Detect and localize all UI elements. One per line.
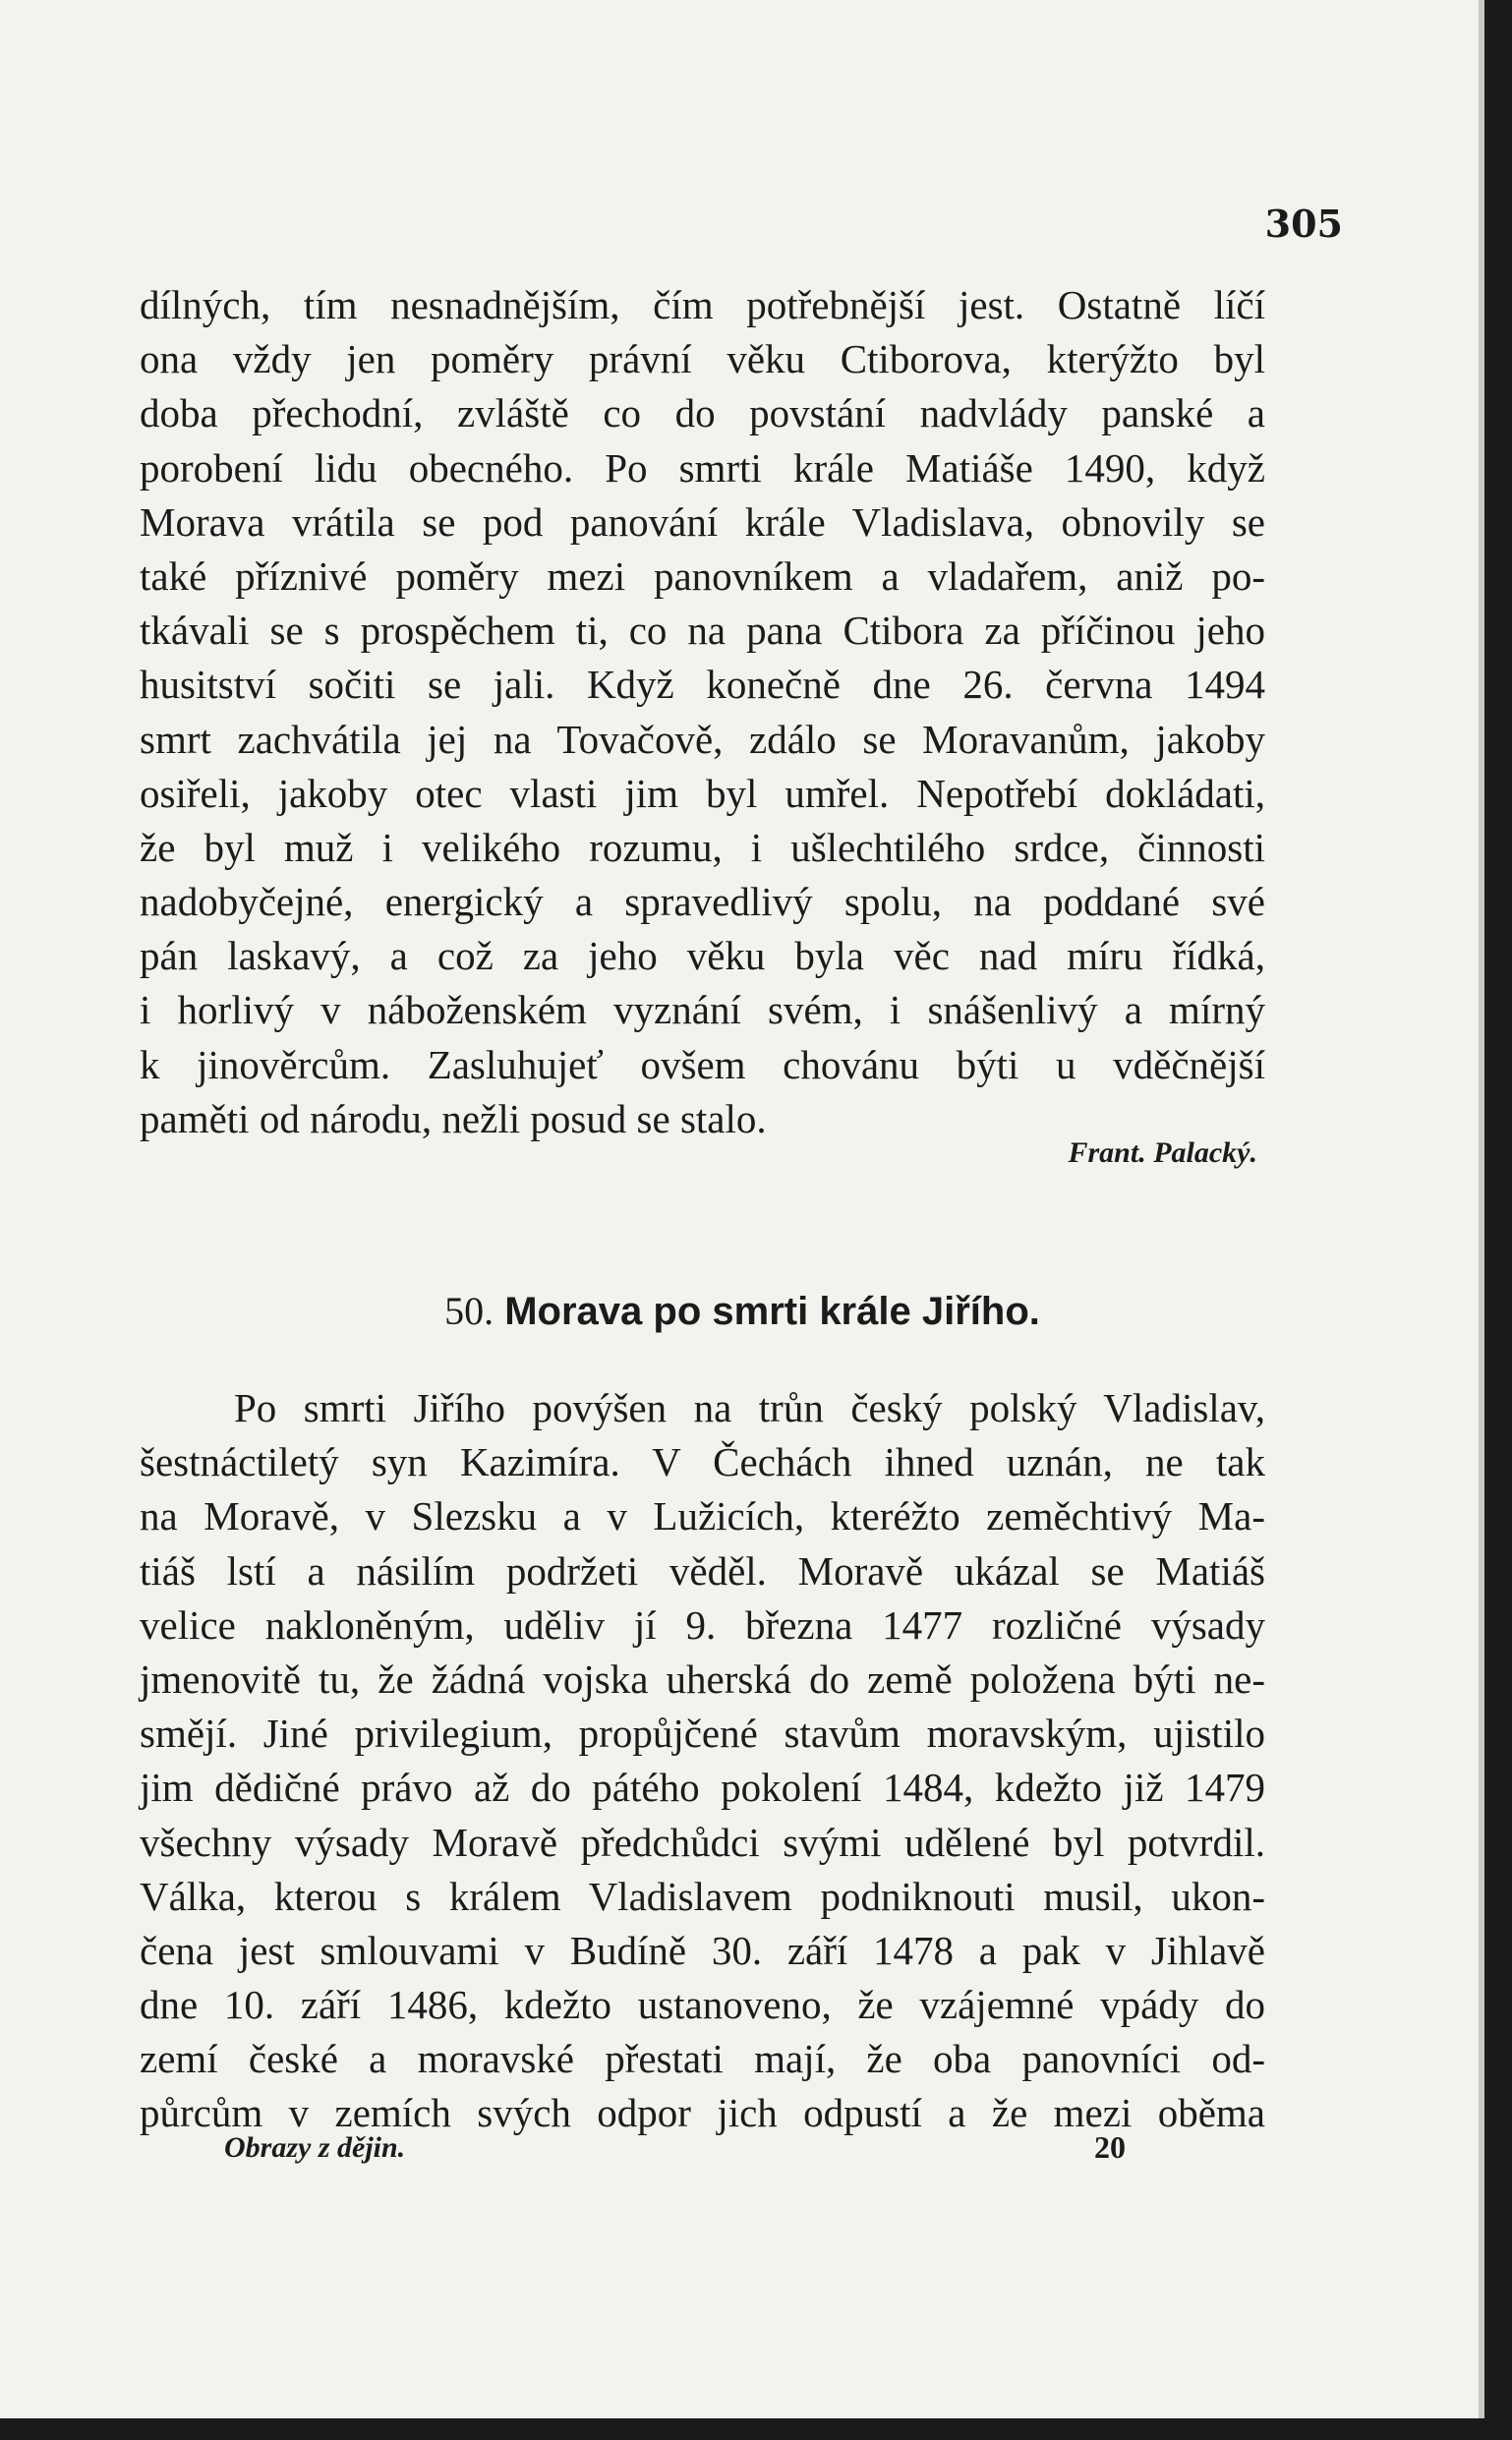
text-line: také příznivé poměry mezi panovníkem a vladařem, aniž po- [140,552,1265,599]
text-line: Válka, kterou s králem Vladislavem podniknouti musil, ukon- [140,1873,1265,1919]
text-line: porobení lidu obecného. Po smrti krále Matiáše 1490, když [140,444,1265,491]
text-line: jmenovitě tu, že žádná vojska uherská do země položena býti ne- [140,1656,1265,1702]
text-line: smrt zachvátila jej na Tovačově, zdálo se Moravanům, jakoby [140,716,1265,762]
text-line: i horlivý v náboženském vyznání svém, i snášenlivý a mírný [140,987,1265,1033]
section-number: 50. [444,1289,494,1333]
text-line: nadobyčejné, energický a spravedlivý spolu, na poddané své [140,879,1265,925]
text-line: půrcům v zemích svých odpor jich odpustí a že mezi oběma [140,2090,1265,2136]
section-title: Morava po smrti krále Jiřího. [504,1290,1040,1333]
text-line: zemí české a moravské přestati mají, že oba panovníci od- [140,2036,1265,2082]
text-line: husitství sočiti se jali. Když konečně dne 26. června 1494 [140,662,1265,708]
text-line: Po smrti Jiřího povýšen na trůn český polský Vladislav, [234,1385,1265,1430]
footer-signature-mark: 20 [1094,2129,1126,2165]
text-line: tiáš lstí a násilím podržeti věděl. Moravě ukázal se Matiáš [140,1547,1265,1594]
text-line: na Moravě, v Slezsku a v Lužicích, kteréžto zeměchtivý Ma- [140,1493,1265,1540]
text-line: smějí. Jiné privilegium, propůjčené stavům moravským, ujistilo [140,1711,1265,1757]
paragraph-2 [140,1381,1265,2141]
text-line: velice nakloněným, uděliv jí 9. března 1477 rozličné výsady [140,1601,1265,1648]
text-line: ona vždy jen poměry právní věku Ctiborova, kterýžto byl [140,336,1265,382]
page-number: 305 [1264,202,1343,246]
section-heading [0,1288,1484,1334]
text-line: že byl muž i velikého rozumu, i ušlechtilého srdce, činnosti [140,824,1265,870]
paragraph-1 [140,278,1265,1146]
text-line: jim dědičné právo až do pátého pokolení 1484, kdežto již 1479 [140,1765,1265,1811]
text-line: čena jest smlouvami v Budíně 30. září 1478 a pak v Jihlavě [140,1927,1265,1973]
text-line: dne 10. září 1486, kdežto ustanoveno, že vzájemné vpády do [140,1982,1265,2028]
text-line: pán laskavý, a což za jeho věku byla věc nad míru řídká, [140,933,1265,979]
text-line: šestnáctiletý syn Kazimíra. V Čechách ihned uznán, ne tak [140,1439,1265,1485]
footer-book-title: Obrazy z dějin. [224,2131,406,2164]
text-line: osiřeli, jakoby otec vlasti jim byl umřel. Nepotřebí dokládati, [140,770,1265,816]
text-line: Morava vrátila se pod panování krále Vladislava, obnovily se [140,498,1265,545]
text-line: tkávali se s prospěchem ti, co na pana Ctibora za příčinou jeho [140,608,1265,654]
text-line: paměti od národu, nežli posud se stalo. [140,1095,767,1141]
text-line: doba přechodní, zvláště co do povstání nadvlády panské a [140,390,1265,436]
text-line: dílných, tím nesnadnějším, čím potřebnější jest. Ostatně líčí [140,282,1265,327]
text-line: všechny výsady Moravě předchůdci svými udělené byl potvrdil. [140,1819,1265,1865]
text-line: k jinověrcům. Zasluhujeť ovšem chovánu býti u vděčnější [140,1041,1265,1087]
author-signature: Frant. Palacký. [1068,1136,1257,1169]
